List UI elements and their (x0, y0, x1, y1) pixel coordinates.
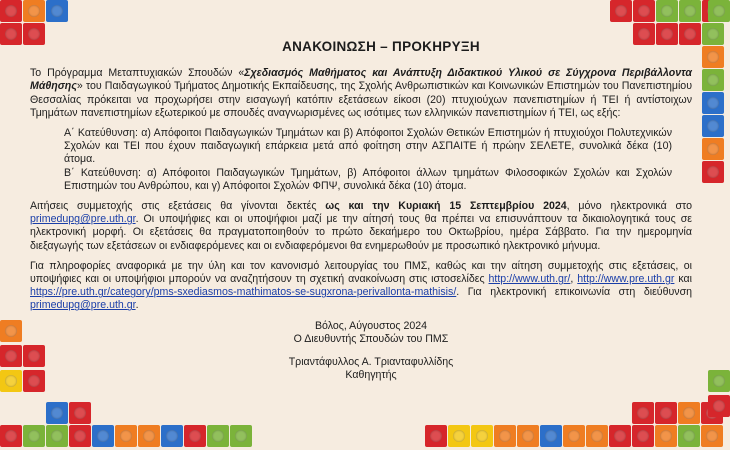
lego-brick-icon (0, 23, 22, 45)
lego-brick-icon (425, 425, 447, 447)
info-paragraph (30, 260, 692, 313)
place-date: Βόλος, Αύγουστος 2024 (314, 319, 428, 332)
lego-brick-icon (678, 402, 700, 424)
intro-text-start: Το Πρόγραμμα Μεταπτυχιακών Σπουδών « (30, 67, 245, 80)
signatory-rank: Καθηγητής (345, 368, 397, 381)
lego-brick-icon (702, 46, 724, 68)
info-text-end: . (135, 299, 139, 312)
lego-brick-icon (92, 425, 114, 447)
lego-brick-icon (0, 425, 22, 447)
application-email-link[interactable]: primedupg@pre.uth.gr (30, 213, 136, 226)
lego-brick-icon (207, 425, 229, 447)
lego-brick-icon (702, 23, 724, 45)
signatory-name: Τριαντάφυλλος Α. Τριανταφυλλίδης (288, 355, 454, 368)
lego-brick-icon (609, 425, 631, 447)
lego-brick-icon (702, 138, 724, 160)
lego-brick-icon (586, 425, 608, 447)
lego-brick-icon (702, 92, 724, 114)
applications-text-start: Αιτήσεις συμμετοχής στις εξετάσεις θα γίνονται δεκτές (30, 200, 326, 213)
lego-brick-icon (23, 370, 45, 392)
lego-brick-icon (540, 425, 562, 447)
lego-brick-icon (161, 425, 183, 447)
lego-brick-icon (23, 345, 45, 367)
intro-paragraph (30, 67, 692, 120)
intro-text-end: » του Παιδαγωγικού Τμήματος Δημοτικής Εκπαίδευσης, της Σχολής Ανθρωπιστικών και Κοινωνικών Επιστημών του Πανεπιστημίου Θεσσαλίας πρόκειται να προχωρήσει στην εισαγωγή κατόπιν εξετάσεων είκοσι (20) πτυχιούχων πανεπιστημίων ή ΤΕΙ ή αντίστοιχων Τμημάτων πανεπιστημίων εξωτερικού με σπουδές αναγνωρισμένες ως ισότιμες των ελληνικών πανεπιστημίων ή ΤΕΙ, ως εξής: (30, 80, 692, 119)
lego-brick-icon (69, 425, 91, 447)
lego-brick-icon (632, 425, 654, 447)
info-separator-2: και (674, 273, 693, 286)
lego-brick-icon (0, 345, 22, 367)
applications-text-end: . Οι υποψήφιες και οι υποψήφιοι μαζί με την αίτησή τους θα πρέπει να επισυνάπτουν τα δικαιολογητικά τους σε ηλεκτρονική μορφή. Οι εξετάσεις θα πραγματοποιηθούν το πρώτο δεκαήμερο του Οκτωβρίου, ημέρα Σάββατο. Για την ημερομηνία διεξαγωγής των εξετάσεων οι ενδιαφερόμενες και οι ενδιαφερόμενοι θα ενημερωθούν με προσωπικό ηλεκτρονικό μήνυμα. (30, 213, 692, 252)
lego-brick-icon (633, 23, 655, 45)
lego-brick-icon (23, 23, 45, 45)
lego-brick-icon (494, 425, 516, 447)
direction-b: Β΄ Κατεύθυνση: α) Απόφοιτοι Παιδαγωγικών Τμημάτων, β) Απόφοιτοι άλλων τμημάτων Φιλοσοφικών Σχολών και Σχολών Επιστημών του Ανθρώπου, και γ) Απόφοιτοι Σχολών ΦΠΨ, συνολικά δέκα (10) άτομα. (64, 166, 672, 192)
lego-brick-icon (563, 425, 585, 447)
lego-brick-icon (610, 0, 632, 22)
lego-brick-icon (23, 0, 45, 22)
lego-brick-icon (184, 425, 206, 447)
lego-brick-icon (632, 402, 654, 424)
lego-brick-icon (702, 115, 724, 137)
lego-brick-icon (230, 425, 252, 447)
lego-brick-icon (655, 425, 677, 447)
lego-brick-icon (46, 0, 68, 22)
uth-website-link[interactable]: http://www.uth.gr/ (488, 273, 571, 286)
lego-brick-icon (655, 402, 677, 424)
lego-brick-icon (708, 395, 730, 417)
lego-brick-icon (0, 320, 22, 342)
direction-a: Α΄ Κατεύθυνση: α) Απόφοιτοι Παιδαγωγικών Τμημάτων και β) Απόφοιτοι Σχολών Θετικών Επιστημών ή πτυχιούχοι Πολυτεχνικών Σχολών και ΤΕΙ που έχουν παιδαγωγική επάρκεια μετά από φοίτηση στην ΑΣΠΑΙΤΕ ή πρώην ΣΕΛΕΤΕ, συνολικά δέκα (10) άτομα. (64, 127, 672, 166)
lego-brick-icon (23, 425, 45, 447)
signature-block (50, 320, 692, 382)
pre-website-link[interactable]: http://www.pre.uth.gr (577, 273, 675, 286)
lego-brick-icon (0, 370, 22, 392)
lego-brick-icon (633, 0, 655, 22)
applications-text-mid: , μόνο ηλεκτρονικά στο (566, 200, 692, 213)
lego-brick-icon (708, 370, 730, 392)
program-name: Σχεδιασμός Μαθήματος και Ανάπτυξη Διδακτικού Υλικού σε Σύγχρονα Περιβάλλοντα Μάθησης (30, 67, 692, 93)
lego-brick-icon (656, 23, 678, 45)
lego-brick-icon (0, 0, 22, 22)
lego-brick-icon (471, 425, 493, 447)
lego-brick-icon (702, 69, 724, 91)
announcement-title: ΑΝΑΚΟΙΝΩΣΗ – ΠΡΟΚΗΡΥΞΗ (282, 39, 480, 54)
lego-brick-icon (702, 161, 724, 183)
lego-brick-icon (46, 425, 68, 447)
announcement-document (30, 40, 692, 382)
lego-brick-icon (69, 402, 91, 424)
program-page-link[interactable]: https://pre.uth.gr/category/pms-sxediasmos-mathimatos-se-sugxrona-perivallonta-mathisis/ (30, 286, 457, 299)
lego-brick-icon (679, 23, 701, 45)
directions-list (64, 127, 672, 193)
lego-brick-icon (679, 0, 701, 22)
info-separator-3: . Για ηλεκτρονική επικοινωνία στη διεύθυνση (456, 286, 692, 299)
contact-email-link[interactable]: primedupg@pre.uth.gr (30, 299, 136, 312)
signatory-role: Ο Διευθυντής Σπουδών του ΠΜΣ (293, 332, 449, 345)
lego-brick-icon (448, 425, 470, 447)
lego-brick-icon (678, 425, 700, 447)
lego-brick-icon (656, 0, 678, 22)
info-separator-1: , (570, 273, 578, 286)
applications-paragraph (30, 200, 692, 253)
lego-brick-icon (517, 425, 539, 447)
lego-brick-icon (701, 425, 723, 447)
lego-brick-icon (708, 0, 730, 22)
lego-brick-icon (138, 425, 160, 447)
info-text-start: Για πληροφορίες αναφορικά με την ύλη και τον κανονισμό λειτουργίας του ΠΜΣ, καθώς και την αίτηση συμμετοχής στις εξετάσεις, οι υποψήφιες και οι υποψήφιοι μπορούν να αναζητήσουν τη σχετική ανακοίνωση στις ιστοσελίδες (30, 259, 692, 286)
lego-brick-icon (115, 425, 137, 447)
application-deadline: ως και την Κυριακή 15 Σεπτεμβρίου 2024 (325, 200, 567, 213)
lego-brick-icon (46, 402, 68, 424)
